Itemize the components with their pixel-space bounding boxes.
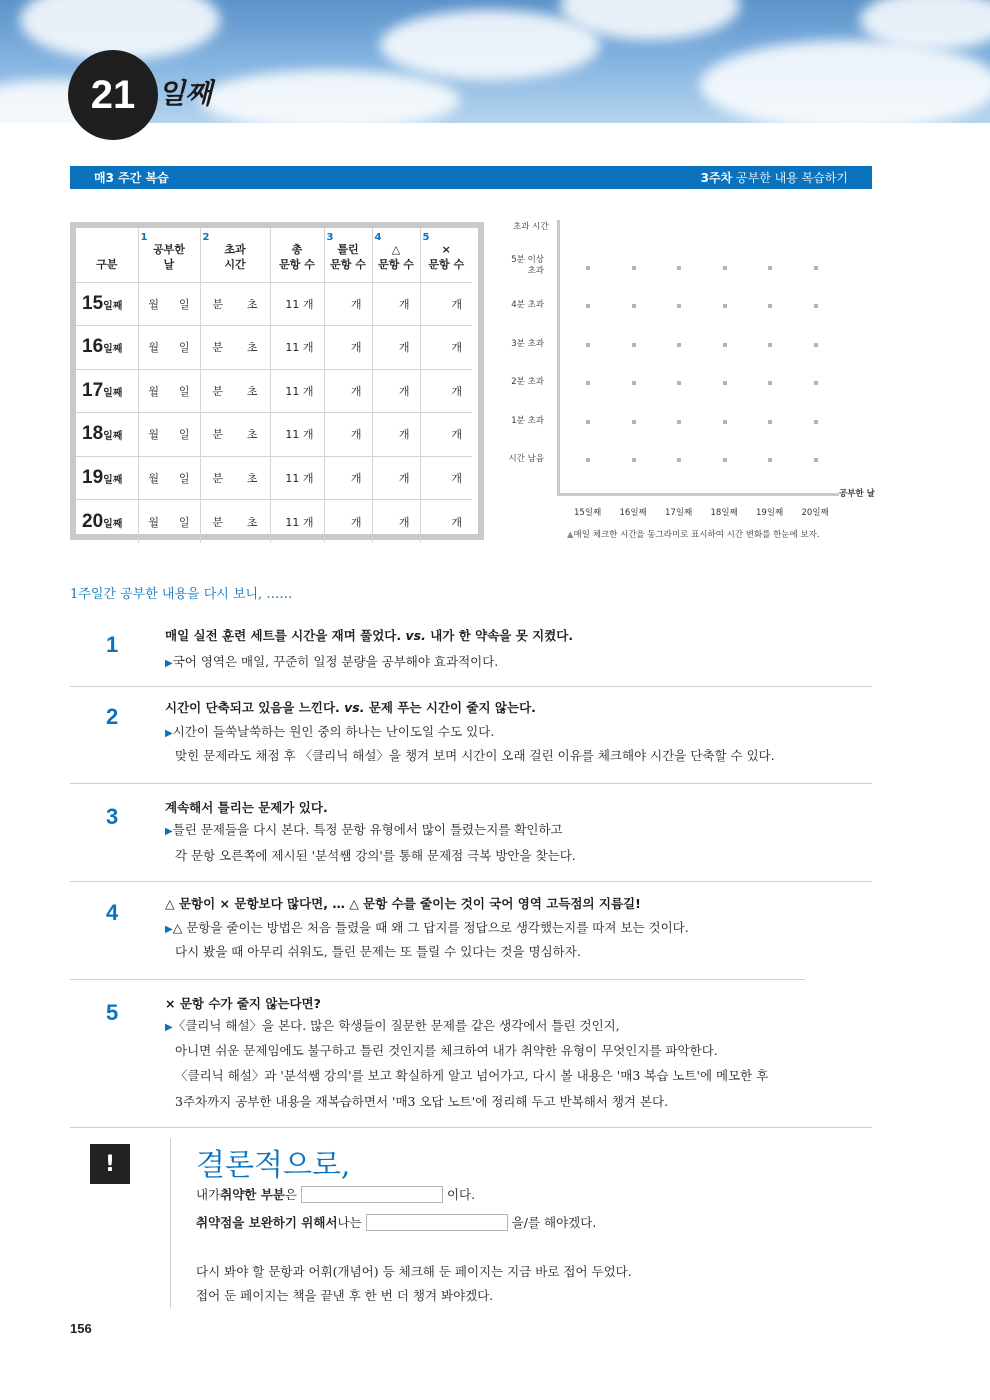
plan-input[interactable]: [366, 1214, 508, 1231]
arrow-icon: ▶: [165, 728, 173, 739]
divider: [70, 686, 872, 687]
chart-grid-point[interactable]: [677, 343, 681, 347]
cloud: [380, 10, 600, 80]
item-line: ▶△ 문항을 줄이는 방법은 처음 틀렸을 때 왜 그 답지를 정답으로 생각했는지를 따져 보는 것이다.: [165, 920, 689, 935]
day-cell: 20일째: [76, 500, 138, 544]
wrong-cell[interactable]: 개: [324, 456, 372, 500]
chart-grid-point[interactable]: [586, 343, 590, 347]
table-row: [76, 413, 472, 457]
study-date-cell[interactable]: 월 일: [138, 456, 200, 500]
chart-grid-point[interactable]: [723, 458, 727, 462]
study-date-cell[interactable]: 월 일: [138, 413, 200, 457]
item-number: 2: [106, 704, 119, 729]
item-line: 3주차까지 공부한 내용을 재복습하면서 '매3 오답 노트'에 정리해 두고 반복해서 챙겨 본다.: [175, 1094, 669, 1109]
chart-grid-point[interactable]: [586, 458, 590, 462]
item-heading: △ 문항이 × 문항보다 많다면, … △ 문항 수를 줄이는 것이 국어 영역 고득점의 지름길!: [165, 896, 641, 911]
total-cell: 11 개: [270, 500, 324, 544]
day-number-badge: 21: [68, 50, 158, 140]
item-number: 3: [106, 804, 119, 829]
chart-y-tick: 2분 초과: [511, 377, 544, 387]
chart-y-axis: [557, 220, 560, 496]
conclusion-line-1: 내가 취약한 부분 은 이다.: [196, 1187, 476, 1202]
chart-grid-point[interactable]: [677, 381, 681, 385]
chart-grid-point[interactable]: [632, 458, 636, 462]
chart-x-tick: 18일째: [710, 508, 738, 518]
section-bar-left: 매3 주간 복습: [94, 171, 169, 185]
x-cell[interactable]: 개: [420, 456, 472, 500]
item-line: ▶시간이 들쑥날쑥하는 원인 중의 하나는 난이도일 수도 있다.: [165, 724, 495, 739]
study-date-cell[interactable]: 월 일: [138, 282, 200, 326]
day-suffix-label: 일째: [158, 77, 213, 110]
chart-grid-point[interactable]: [677, 420, 681, 424]
section-bar-right: 3주차 공부한 내용 복습하기: [700, 171, 848, 185]
chart-grid-point[interactable]: [814, 266, 818, 270]
item-heading: 매일 실전 훈련 세트를 시간을 재며 풀었다. vs. 내가 한 약속을 못 지켰다.: [165, 628, 574, 643]
table-header-row: [76, 228, 472, 282]
divider: [70, 979, 805, 980]
item-line: 〈클리닉 해설〉과 '분석쌤 강의'를 보고 확실하게 알고 넘어가고, 다시 볼 내용은 '매3 복습 노트'에 메모한 후: [175, 1068, 769, 1083]
chart-grid-point[interactable]: [768, 458, 772, 462]
chart-grid-point[interactable]: [814, 381, 818, 385]
table-row: [76, 456, 472, 500]
item-line: ▶〈클리닉 해설〉을 본다. 많은 학생들이 질문한 문제를 같은 생각에서 틀린 것인지,: [165, 1018, 620, 1033]
total-cell: 11 개: [270, 326, 324, 370]
item-heading: × 문항 수가 줄지 않는다면?: [165, 996, 321, 1011]
x-cell[interactable]: 개: [420, 413, 472, 457]
wrong-cell[interactable]: 개: [324, 413, 372, 457]
table-row: [76, 369, 472, 413]
cloud: [700, 40, 990, 123]
chart-y-tick: 3분 초과: [511, 338, 544, 349]
col-header-total: 총 문항 수: [270, 228, 324, 282]
arrow-icon: ▶: [165, 1022, 173, 1033]
wrong-cell[interactable]: 개: [324, 326, 372, 370]
col-header-category: 구분: [96, 257, 118, 271]
conclusion-title: 결론적으로,: [196, 1148, 351, 1183]
chart-grid-point[interactable]: [814, 304, 818, 308]
col-header-triangle: 4 △ 문항 수: [372, 228, 420, 282]
conclusion-line-2: 취약점을 보완하기 위해서 나는 을/를 해야겠다.: [196, 1215, 597, 1230]
over-time-cell[interactable]: 분 초: [200, 500, 270, 544]
chart-grid-point[interactable]: [677, 458, 681, 462]
triangle-cell[interactable]: 개: [372, 456, 420, 500]
wrong-cell[interactable]: 개: [324, 500, 372, 544]
chart-x-axis-title: 공부한 날: [839, 489, 875, 499]
triangle-cell[interactable]: 개: [372, 369, 420, 413]
triangle-icon: ▲: [567, 530, 574, 540]
x-cell[interactable]: 개: [420, 369, 472, 413]
exclamation-icon: !: [90, 1144, 130, 1184]
item-heading: 시간이 단축되고 있음을 느낀다. vs. 문제 푸는 시간이 줄지 않는다.: [165, 700, 536, 715]
col-header-over-time: 2 초과 시간: [200, 228, 270, 282]
conclusion-text-2: 접어 둔 페이지는 책을 끝낸 후 한 번 더 챙겨 봐야겠다.: [196, 1288, 494, 1303]
total-cell: 11 개: [270, 369, 324, 413]
chart-grid-point[interactable]: [632, 304, 636, 308]
item-line: 아니면 쉬운 문제임에도 불구하고 틀린 것인지를 체크하여 내가 취약한 유형이 무엇인지를 파악한다.: [175, 1043, 718, 1058]
divider: [70, 783, 872, 784]
study-date-cell[interactable]: 월 일: [138, 326, 200, 370]
divider: [70, 1127, 872, 1128]
x-cell[interactable]: 개: [420, 326, 472, 370]
chart-grid-point[interactable]: [814, 343, 818, 347]
item-line: ▶틀린 문제들을 다시 본다. 특정 문항 유형에서 많이 틀렸는지를 확인하고: [165, 822, 563, 837]
review-intro: 1주일간 공부한 내용을 다시 보니, ……: [70, 587, 293, 602]
chart-grid-point[interactable]: [723, 420, 727, 424]
chart-x-tick: 20일째: [801, 508, 829, 518]
item-line: 각 문항 오른쪽에 제시된 '분석쌤 강의'를 통해 문제점 극복 방안을 찾는다.: [175, 848, 576, 863]
chart-y-tick: 5분 이상 초과: [511, 254, 544, 276]
col-header-study-date: 1 공부한 날: [138, 228, 200, 282]
study-date-cell[interactable]: 월 일: [138, 369, 200, 413]
chart-grid-point[interactable]: [677, 304, 681, 308]
over-time-cell[interactable]: 분 초: [200, 456, 270, 500]
page-number: 156: [70, 1321, 92, 1336]
chart-y-axis-title: 초과 시간: [513, 222, 549, 232]
item-line: 맞힌 문제라도 채점 후 〈클리닉 해설〉을 챙겨 보며 시간이 오래 걸린 이유를 체크해야 시간을 단축할 수 있다.: [175, 748, 775, 763]
triangle-cell[interactable]: 개: [372, 500, 420, 544]
table-row: [76, 282, 472, 326]
chart-grid-point[interactable]: [586, 266, 590, 270]
item-heading: 계속해서 틀리는 문제가 있다.: [165, 800, 328, 815]
item-number: 1: [106, 632, 119, 657]
x-cell[interactable]: 개: [420, 282, 472, 326]
chart-grid-point[interactable]: [723, 266, 727, 270]
chart-grid-point[interactable]: [586, 304, 590, 308]
chart-y-tick: 시간 남음: [508, 454, 544, 464]
review-table: [76, 228, 472, 543]
table-row: [76, 326, 472, 370]
over-time-cell[interactable]: 분 초: [200, 413, 270, 457]
triangle-cell[interactable]: 개: [372, 413, 420, 457]
over-time-cell[interactable]: 분 초: [200, 369, 270, 413]
wrong-cell[interactable]: 개: [324, 369, 372, 413]
chart-grid-point[interactable]: [586, 381, 590, 385]
col-header-wrong: 3 틀린 문항 수: [324, 228, 372, 282]
chart-x-axis: [557, 493, 839, 496]
chart-grid-point[interactable]: [723, 304, 727, 308]
chart-grid-point[interactable]: [632, 381, 636, 385]
chart-x-tick: 15일째: [574, 508, 602, 518]
chart-grid-point[interactable]: [723, 381, 727, 385]
triangle-cell[interactable]: 개: [372, 326, 420, 370]
day-cell: 18일째: [76, 413, 138, 457]
cloud: [200, 70, 460, 123]
divider: [70, 881, 872, 882]
weak-point-input[interactable]: [301, 1186, 443, 1203]
chart-x-tick: 19일째: [756, 508, 784, 518]
chart-grid-point[interactable]: [768, 381, 772, 385]
day-cell: 17일째: [76, 369, 138, 413]
chart-grid-point[interactable]: [814, 458, 818, 462]
item-number: 4: [106, 900, 119, 925]
over-time-cell[interactable]: 분 초: [200, 326, 270, 370]
triangle-cell[interactable]: 개: [372, 282, 420, 326]
chart-x-tick: 17일째: [665, 508, 693, 518]
item-number: 5: [106, 1000, 119, 1025]
x-cell[interactable]: 개: [420, 500, 472, 544]
day-cell: 19일째: [76, 456, 138, 500]
day-cell: 16일째: [76, 326, 138, 370]
col-header-x: 5 × 문항 수: [420, 228, 472, 282]
arrow-icon: ▶: [165, 924, 173, 935]
day-cell: 15일째: [76, 282, 138, 326]
chart-grid-point[interactable]: [632, 420, 636, 424]
chart-y-tick: 1분 초과: [511, 415, 544, 426]
chart-note: ▲매일 체크한 시간을 동그라미로 표시하여 시간 변화를 한눈에 보자.: [567, 530, 820, 540]
chart-x-tick: 16일째: [619, 508, 647, 518]
table-row: [76, 500, 472, 544]
total-cell: 11 개: [270, 282, 324, 326]
arrow-icon: ▶: [165, 658, 173, 669]
chart-grid-point[interactable]: [632, 266, 636, 270]
chart-grid-point[interactable]: [723, 343, 727, 347]
arrow-icon: ▶: [165, 826, 173, 837]
chart-grid-point[interactable]: [586, 420, 590, 424]
item-line: 다시 봤을 때 아무리 쉬워도, 틀린 문제는 또 틀릴 수 있다는 것을 명심하자.: [175, 944, 581, 959]
chart-grid-point[interactable]: [814, 420, 818, 424]
chart-grid-point[interactable]: [768, 304, 772, 308]
section-bar: [70, 166, 872, 189]
over-time-cell[interactable]: 분 초: [200, 282, 270, 326]
chart-grid-point[interactable]: [768, 266, 772, 270]
chart-grid-point[interactable]: [632, 343, 636, 347]
item-line: ▶국어 영역은 매일, 꾸준히 일정 분량을 공부해야 효과적이다.: [165, 654, 499, 669]
study-date-cell[interactable]: 월 일: [138, 500, 200, 544]
conclusion-text-1: 다시 봐야 할 문항과 어휘(개념어) 등 체크해 둔 페이지는 지금 바로 접어 두었다.: [196, 1264, 632, 1279]
chart-y-tick: 4분 초과: [511, 300, 544, 310]
chart-grid-point[interactable]: [768, 343, 772, 347]
total-cell: 11 개: [270, 413, 324, 457]
total-cell: 11 개: [270, 456, 324, 500]
chart-grid-point[interactable]: [677, 266, 681, 270]
chart-grid-point[interactable]: [768, 420, 772, 424]
wrong-cell[interactable]: 개: [324, 282, 372, 326]
conclusion-divider: [170, 1138, 171, 1308]
